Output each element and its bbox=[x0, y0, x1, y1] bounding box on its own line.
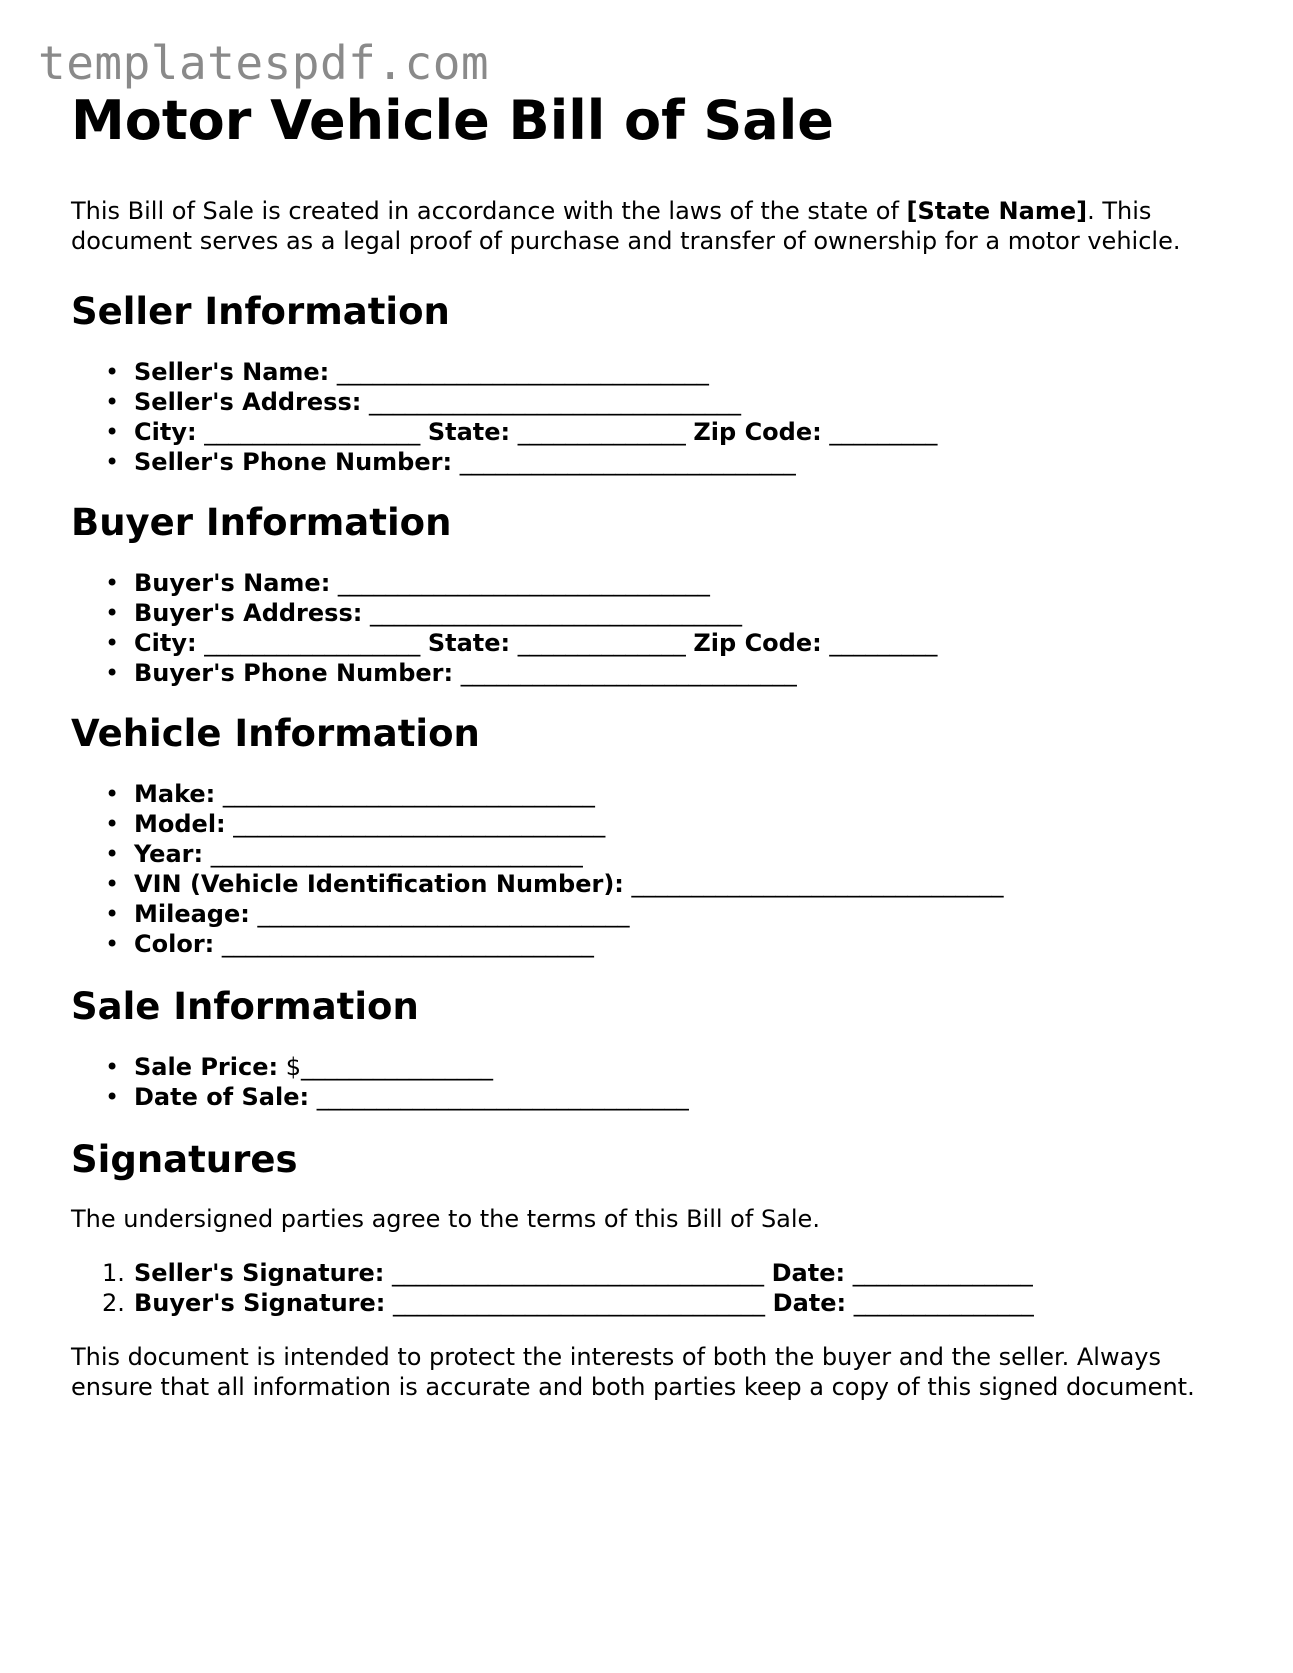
buyer-name-label: Buyer's Name: bbox=[134, 569, 331, 597]
sale-price-blank[interactable]: $________________ bbox=[278, 1053, 493, 1081]
sale-price-label: Sale Price: bbox=[134, 1053, 279, 1081]
seller-city-blank[interactable]: __________________ bbox=[196, 418, 428, 446]
seller-phone-blank[interactable]: ____________________________ bbox=[452, 448, 796, 476]
sale-fields-list bbox=[71, 1052, 1231, 1112]
seller-signature-date-blank[interactable]: _______________ bbox=[845, 1259, 1033, 1287]
sale-date-blank[interactable]: _______________________________ bbox=[309, 1083, 689, 1111]
buyer-address-field[interactable] bbox=[71, 598, 1231, 628]
intro-text-after: . This document serves as a legal proof of purchase and transfer of ownership for a motor vehicle. bbox=[71, 197, 1181, 255]
buyer-state-blank[interactable]: ______________ bbox=[510, 629, 694, 657]
vehicle-make-label: Make: bbox=[134, 780, 216, 808]
signatures-intro: The undersigned parties agree to the terms of this Bill of Sale. bbox=[71, 1205, 820, 1233]
vehicle-heading: Vehicle Information bbox=[71, 712, 480, 755]
vehicle-year-blank[interactable]: _______________________________ bbox=[203, 840, 583, 868]
seller-zip-label: Zip Code: bbox=[693, 418, 822, 446]
sale-date-field[interactable] bbox=[71, 1082, 1231, 1112]
buyer-city-blank[interactable]: __________________ bbox=[196, 629, 428, 657]
seller-phone-field[interactable] bbox=[71, 447, 1231, 477]
vehicle-model-field[interactable] bbox=[71, 809, 1231, 839]
seller-city-label: City: bbox=[134, 418, 197, 446]
vehicle-section bbox=[71, 712, 1231, 959]
vehicle-year-field[interactable] bbox=[71, 839, 1231, 869]
seller-address-label: Seller's Address: bbox=[134, 388, 362, 416]
signatures-heading: Signatures bbox=[71, 1138, 298, 1181]
vehicle-vin-field[interactable] bbox=[71, 869, 1231, 899]
seller-name-field[interactable] bbox=[71, 357, 1231, 387]
seller-signature-date-label: Date: bbox=[771, 1259, 846, 1287]
buyer-state-label: State: bbox=[427, 629, 511, 657]
vehicle-fields-list bbox=[71, 779, 1231, 959]
document-title: Motor Vehicle Bill of Sale bbox=[71, 89, 834, 152]
vehicle-vin-blank[interactable]: _______________________________ bbox=[623, 870, 1004, 898]
seller-state-label: State: bbox=[427, 418, 511, 446]
state-name-placeholder: [State Name] bbox=[906, 197, 1088, 225]
vehicle-model-label: Model: bbox=[134, 810, 226, 838]
vehicle-make-field[interactable] bbox=[71, 779, 1231, 809]
buyer-phone-blank[interactable]: ____________________________ bbox=[453, 659, 797, 687]
vehicle-color-label: Color: bbox=[134, 930, 215, 958]
vehicle-color-blank[interactable]: _______________________________ bbox=[214, 930, 594, 958]
seller-signature-number: 1. bbox=[102, 1259, 125, 1287]
intro-paragraph bbox=[71, 196, 1231, 256]
sale-section bbox=[71, 985, 1231, 1112]
buyer-signature-label: Buyer's Signature: bbox=[134, 1289, 386, 1317]
vehicle-mileage-blank[interactable]: _______________________________ bbox=[249, 900, 630, 928]
buyer-address-label: Buyer's Address: bbox=[134, 599, 363, 627]
buyer-address-blank[interactable]: _______________________________ bbox=[362, 599, 742, 627]
buyer-signature-blank[interactable]: _______________________________ bbox=[385, 1289, 773, 1317]
buyer-section bbox=[71, 501, 1231, 688]
seller-address-blank[interactable]: _______________________________ bbox=[361, 388, 741, 416]
vehicle-make-blank[interactable]: _______________________________ bbox=[215, 780, 595, 808]
vehicle-color-field[interactable] bbox=[71, 929, 1231, 959]
seller-name-blank[interactable]: _______________________________ bbox=[329, 358, 709, 386]
seller-city-state-zip-field[interactable] bbox=[71, 417, 1231, 447]
buyer-city-state-zip-field[interactable] bbox=[71, 628, 1231, 658]
seller-state-blank[interactable]: ______________ bbox=[510, 418, 694, 446]
vehicle-year-label: Year: bbox=[134, 840, 204, 868]
intro-text-before: This Bill of Sale is created in accordance with the laws of the state of bbox=[71, 197, 907, 225]
buyer-zip-blank[interactable]: _________ bbox=[821, 629, 938, 657]
seller-address-field[interactable] bbox=[71, 387, 1231, 417]
seller-zip-blank[interactable]: _________ bbox=[821, 418, 938, 446]
signatures-list bbox=[71, 1258, 1231, 1318]
buyer-signature-number: 2. bbox=[102, 1289, 125, 1317]
buyer-name-blank[interactable]: _______________________________ bbox=[330, 569, 710, 597]
closing-paragraph: This document is intended to protect the interests of both the buyer and the seller. Always ensure that all information is accurate and both parties keep a copy of this signed document. bbox=[71, 1343, 1195, 1401]
vehicle-mileage-label: Mileage: bbox=[134, 900, 250, 928]
sale-date-label: Date of Sale: bbox=[134, 1083, 310, 1111]
sale-heading: Sale Information bbox=[71, 985, 419, 1028]
seller-signature-blank[interactable]: _______________________________ bbox=[384, 1259, 772, 1287]
seller-signature-label: Seller's Signature: bbox=[134, 1259, 385, 1287]
seller-heading: Seller Information bbox=[71, 290, 450, 333]
seller-fields-list bbox=[71, 357, 1231, 477]
vehicle-mileage-field[interactable] bbox=[71, 899, 1231, 929]
seller-phone-label: Seller's Phone Number: bbox=[134, 448, 453, 476]
seller-name-label: Seller's Name: bbox=[134, 358, 330, 386]
vehicle-model-blank[interactable]: _______________________________ bbox=[225, 810, 606, 838]
buyer-heading: Buyer Information bbox=[71, 501, 452, 544]
buyer-city-label: City: bbox=[134, 629, 197, 657]
seller-section bbox=[71, 290, 1231, 477]
sale-price-field[interactable] bbox=[71, 1052, 1231, 1082]
buyer-phone-label: Buyer's Phone Number: bbox=[134, 659, 454, 687]
document-page bbox=[71, 90, 1231, 1402]
seller-signature-field[interactable] bbox=[71, 1258, 1231, 1288]
vehicle-vin-label: VIN (Vehicle Identification Number): bbox=[134, 870, 624, 898]
buyer-signature-date-label: Date: bbox=[772, 1289, 847, 1317]
watermark-logo: templatespdf.com bbox=[38, 36, 490, 90]
buyer-signature-date-blank[interactable]: _______________ bbox=[846, 1289, 1034, 1317]
buyer-signature-field[interactable] bbox=[71, 1288, 1231, 1318]
signatures-section bbox=[71, 1138, 1231, 1318]
buyer-phone-field[interactable] bbox=[71, 658, 1231, 688]
buyer-name-field[interactable] bbox=[71, 568, 1231, 598]
buyer-fields-list bbox=[71, 568, 1231, 688]
buyer-zip-label: Zip Code: bbox=[693, 629, 822, 657]
